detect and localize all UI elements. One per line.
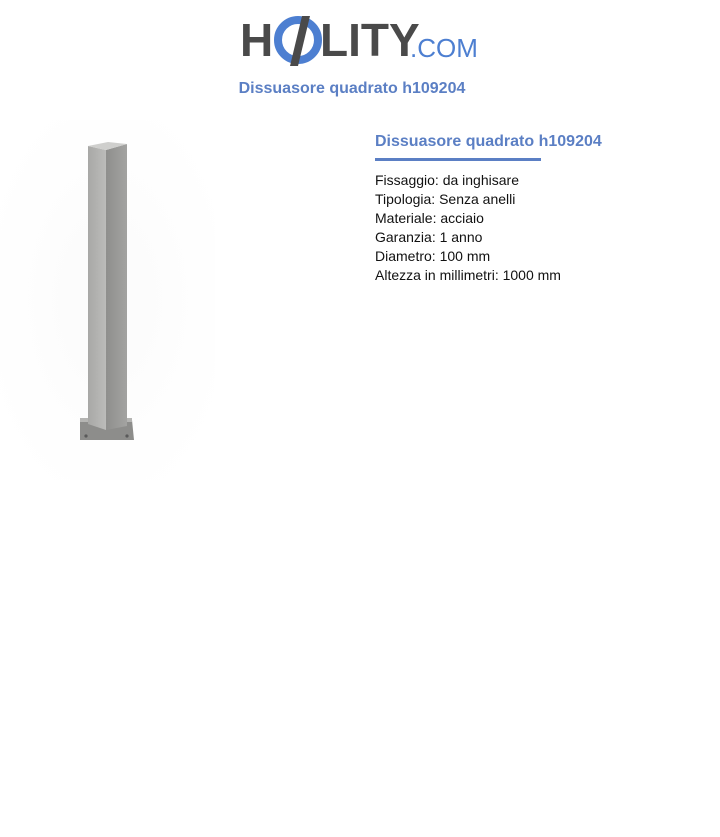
logo-text-lity: LITY [320, 14, 420, 66]
spec-label: Diametro [375, 248, 432, 264]
spec-value: da inghisare [442, 172, 519, 188]
spec-item: Altezza in millimetri: 1000 mm [375, 267, 561, 283]
product-title: Dissuasore quadrato h109204 [375, 132, 541, 161]
page-title: Dissuasore quadrato h109204 [238, 80, 466, 97]
logo-text-h: H [240, 14, 274, 66]
spec-value: acciaio [440, 210, 484, 226]
logo-text-com: .COM [410, 33, 478, 63]
spec-item: Materiale: acciaio [375, 210, 484, 226]
spec-value: 100 mm [439, 248, 491, 264]
spec-value: 1 anno [439, 229, 483, 245]
product-image [0, 120, 215, 480]
spec-item: Garanzia: 1 anno [375, 229, 483, 245]
spec-item: Fissaggio: da inghisare [375, 172, 519, 188]
spec-item: Tipologia: Senza anelli [375, 191, 516, 207]
spec-value: 1000 mm [502, 267, 561, 283]
holity-logo[interactable] [240, 12, 482, 68]
spec-label: Fissaggio [375, 172, 435, 188]
spec-value: Senza anelli [439, 191, 516, 207]
spec-list [375, 171, 705, 285]
product-details [375, 132, 705, 285]
spec-label: Altezza in millimetri [375, 267, 495, 283]
spec-label: Tipologia [375, 191, 432, 207]
spec-item: Diametro: 100 mm [375, 248, 491, 264]
spec-label: Garanzia [375, 229, 432, 245]
spec-label: Materiale [375, 210, 433, 226]
logo-mark-icon [278, 16, 318, 66]
